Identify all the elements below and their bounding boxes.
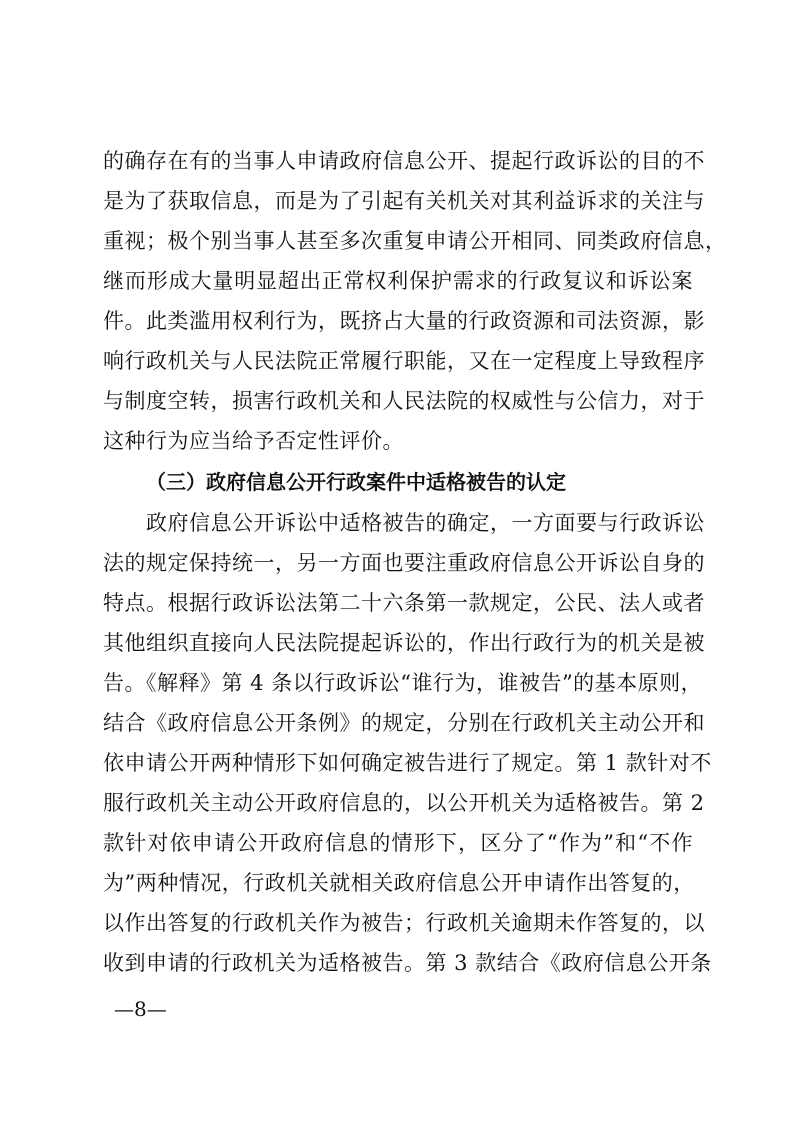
paragraph-line: 政府信息公开诉讼中适格被告的确定，一方面要与行政诉讼 [146, 511, 705, 535]
paragraph-line: 的确存在有的当事人申请政府信息公开、提起行政诉讼的目的不 [103, 149, 705, 173]
paragraph-line: 重视；极个别当事人甚至多次重复申请公开相同、同类政府信息， [103, 229, 727, 253]
paragraph-line: 是为了获取信息，而是为了引起有关机关对其利益诉求的关注与 [103, 189, 705, 213]
paragraph-line: 款针对依申请公开政府信息的情形下，区分了“作为”和“不作 [103, 831, 693, 855]
paragraph-line: 结合《政府信息公开条例》的规定，分别在行政机关主动公开和 [103, 711, 705, 735]
paragraph-line: 法的规定保持统一，另一方面也要注重政府信息公开诉讼自身的 [103, 551, 705, 575]
paragraph-line: 告。《解释》第 4 条以行政诉讼“谁行为，谁被告”的基本原则， [103, 671, 703, 695]
paragraph-line: 收到申请的行政机关为适格被告。第 3 款结合《政府信息公开条 [103, 951, 712, 975]
paragraph-line: 服行政机关主动公开政府信息的，以公开机关为适格被告。第 2 [103, 791, 705, 815]
paragraph-line: 与制度空转，损害行政机关和人民法院的权威性与公信力，对于 [103, 389, 705, 413]
page-number: —8— [114, 997, 167, 1021]
paragraph-line: 这种行为应当给予否定性评价。 [103, 429, 404, 453]
paragraph-line: 其他组织直接向人民法院提起诉讼的，作出行政行为的机关是被 [103, 631, 705, 655]
paragraph-line: 以作出答复的行政机关作为被告；行政机关逾期未作答复的，以 [103, 911, 705, 935]
paragraph-line: 为”两种情况，行政机关就相关政府信息公开申请作出答复的， [103, 871, 695, 895]
paragraph-line: 依申请公开两种情形下如何确定被告进行了规定。第 1 款针对不 [103, 751, 712, 775]
section-heading: （三）政府信息公开行政案件中适格被告的认定 [146, 470, 566, 494]
paragraph-line: 继而形成大量明显超出正常权利保护需求的行政复议和诉讼案 [103, 269, 693, 293]
paragraph-line: 特点。根据行政诉讼法第二十六条第一款规定，公民、法人或者 [103, 591, 705, 615]
paragraph-line: 响行政机关与人民法院正常履行职能，又在一定程度上导致程序 [103, 349, 705, 373]
paragraph-line: 件。此类滥用权利行为，既挤占大量的行政资源和司法资源，影 [103, 309, 705, 333]
